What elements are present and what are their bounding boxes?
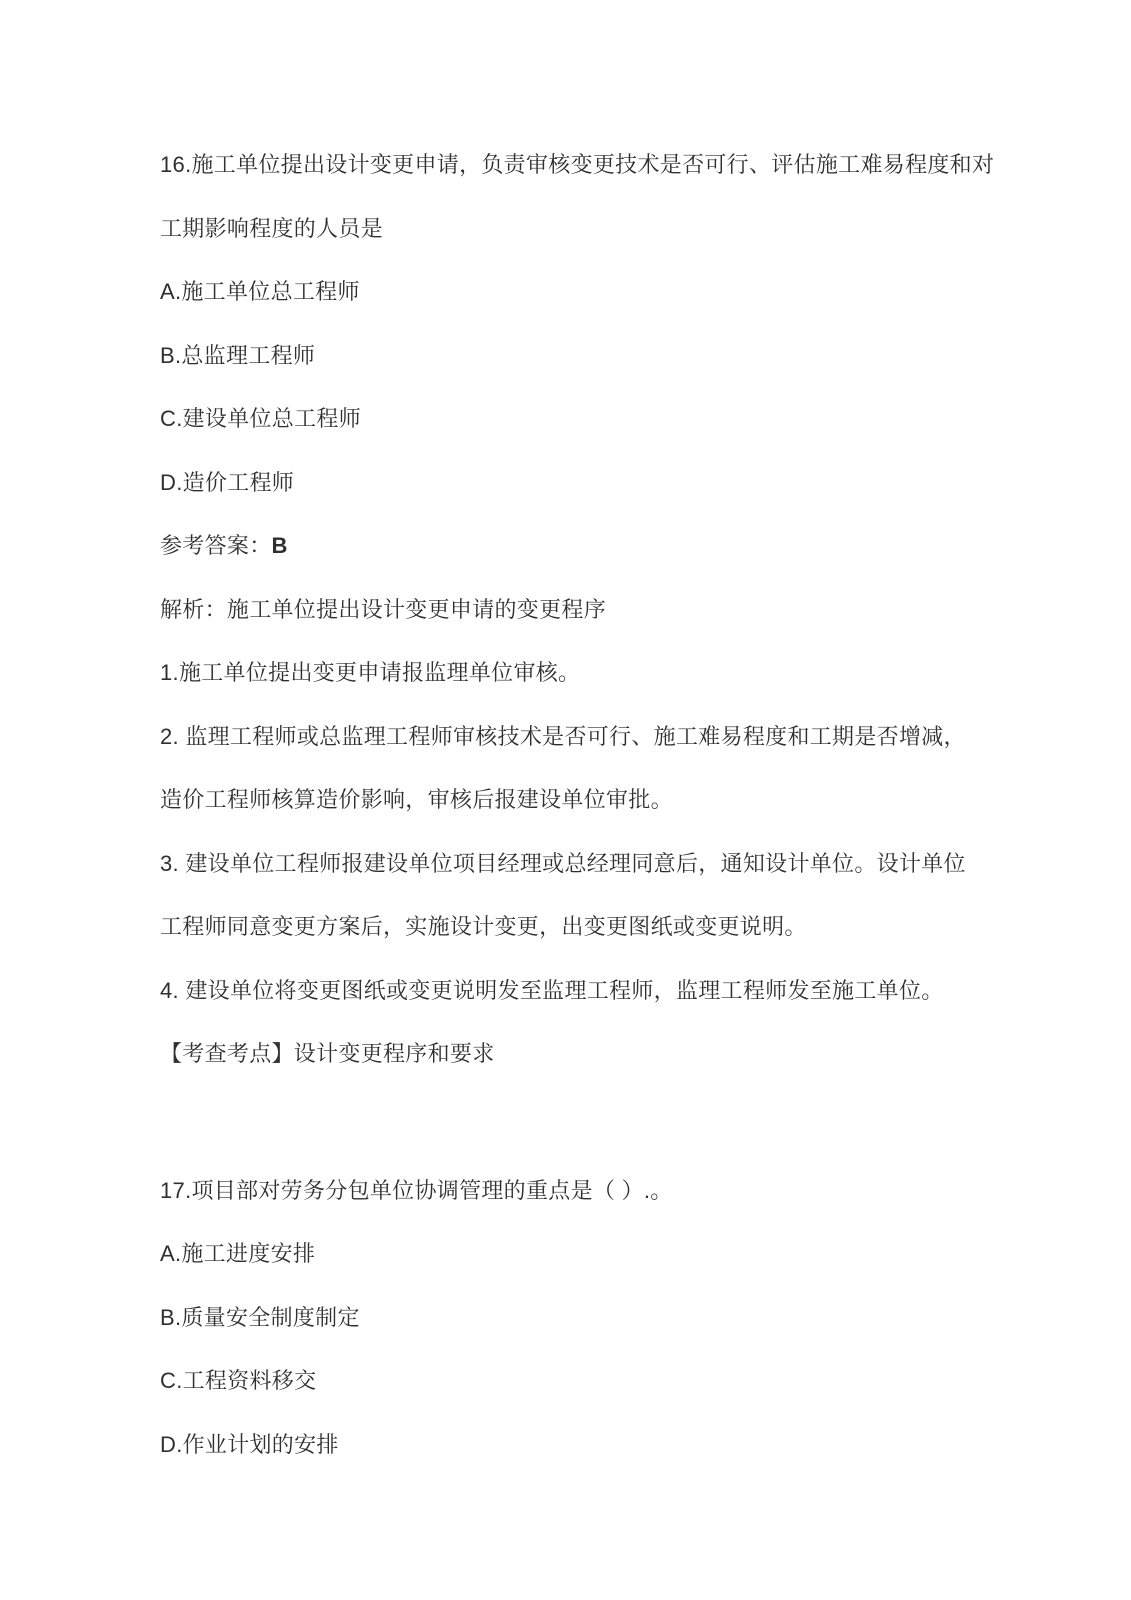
question-16-analysis-line-7: 4. 建设单位将变更图纸或变更说明发至监理工程师，监理工程师发至施工单位。 (160, 977, 944, 1003)
question-16-analysis-line-5: 3. 建设单位工程师报建设单位项目经理或总经理同意后，通知设计单位。设计单位 (160, 850, 966, 876)
question-16-analysis-line-2: 1.施工单位提出变更申请报监理单位审核。 (160, 660, 581, 685)
question-16-stem-line-1: 16.施工单位提出设计变更申请，负责审核变更技术是否可行、评估施工难易程度和对 (160, 152, 995, 177)
question-16-option-b: B.总监理工程师 (160, 342, 316, 368)
question-16-answer-line (160, 514, 1071, 578)
question-17-option-b: B.质量安全制度制定 (160, 1304, 360, 1330)
question-16-analysis-line-1: 解析：施工单位提出设计变更申请的变更程序 (160, 596, 607, 622)
question-16-exam-point: 【考查考点】设计变更程序和要求 (160, 1041, 495, 1066)
question-16-analysis-line-4: 造价工程师核算造价影响，审核后报建设单位审批。 (160, 787, 673, 812)
question-17-option-c: C.工程资料移交 (160, 1368, 317, 1393)
question-17-stem: 17.项目部对劳务分包单位协调管理的重点是（ ）.。 (160, 1177, 673, 1203)
question-16-stem-line-2: 工期影响程度的人员是 (160, 215, 384, 241)
question-16-option-a: A.施工单位总工程师 (160, 279, 360, 304)
question-17-option-a: A.施工进度安排 (160, 1241, 316, 1266)
question-16-analysis-line-3: 2. 监理工程师或总监理工程师审核技术是否可行、施工难易程度和工期是否增减， (160, 723, 966, 749)
answer-value: B (271, 533, 288, 558)
question-16-analysis-line-6: 工程师同意变更方案后，实施设计变更，出变更图纸或变更说明。 (160, 914, 807, 939)
question-16-option-c: C.建设单位总工程师 (160, 406, 362, 431)
answer-label: 参考答案： (160, 533, 272, 558)
question-16-option-d: D.造价工程师 (160, 469, 295, 495)
question-17-option-d: D.作业计划的安排 (160, 1431, 339, 1457)
question-separator (160, 1086, 1071, 1159)
